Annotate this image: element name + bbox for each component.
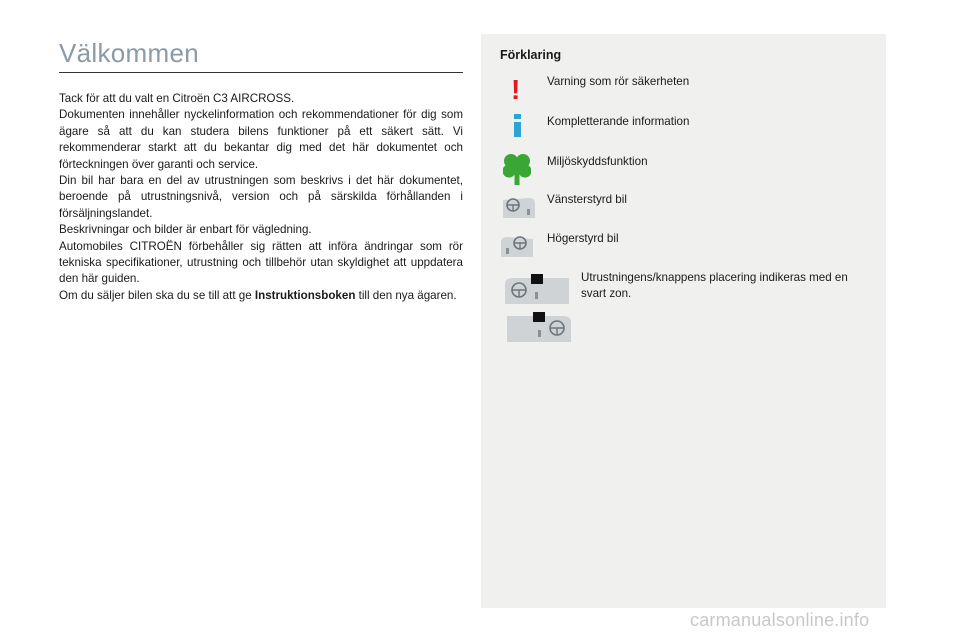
instruction-book-emphasis: Instruktionsboken xyxy=(254,288,356,302)
legend-item-label: Utrustningens/knappens placering indikeras med en svart zon. xyxy=(581,271,848,301)
legend-item-label: Varning som rör säkerheten xyxy=(547,75,690,88)
warning-exclamation-icon: ! xyxy=(511,74,521,105)
left-hand-drive-icon xyxy=(501,194,537,220)
page-title: Välkommen xyxy=(59,38,199,68)
intro-paragraph-6 xyxy=(59,288,463,304)
legend-item-label: Miljöskyddsfunktion xyxy=(547,155,648,168)
legend-item-label: Vänsterstyrd bil xyxy=(547,193,627,206)
intro-paragraph-2: Dokumenten innehåller nyckelinformation och rekommendationer för dig som ägare så att du kan studera bilens funktioner på ett säkert sätt. Vi rekommenderar starkt att du bekantar dig med det här dokumentet och förteckningen över garanti och service. xyxy=(59,108,463,171)
legend-item-right-hand-drive xyxy=(481,231,886,267)
intro-paragraph-1: Tack för att du valt en Citroën C3 AIRCROSS. xyxy=(59,92,295,105)
control-location-right-dashboard-icon xyxy=(503,310,573,344)
intro-paragraph-6-end: till den nya ägaren. xyxy=(355,288,457,302)
info-i-icon xyxy=(512,114,524,138)
legend-panel xyxy=(481,34,886,608)
intro-paragraph-4: Beskrivningar och bilder är enbart för vägledning. xyxy=(59,223,312,237)
legend-item-label: Högerstyrd bil xyxy=(547,232,619,245)
legend-item-label: Kompletterande information xyxy=(547,115,690,128)
right-hand-drive-icon xyxy=(499,233,535,259)
intro-paragraph-3: Din bil har bara en del av utrustningen som beskrivs i det här dokumentet, beroende på utrustningsnivå, version och på särskilda förhållanden i försäljningslandet. xyxy=(59,174,463,220)
intro-paragraph-6-start: Om du säljer bilen ska du se till att ge xyxy=(59,288,255,302)
legend-item-control-location xyxy=(481,270,886,360)
legend-item-left-hand-drive xyxy=(481,192,886,228)
legend-item-info xyxy=(481,114,886,144)
eco-tree-icon xyxy=(503,152,531,186)
control-location-left-dashboard-icon xyxy=(503,272,573,306)
watermark: carmanualsonline.info xyxy=(690,610,870,630)
legend-item-eco xyxy=(481,152,886,192)
legend-item-warning xyxy=(481,74,886,104)
intro-text xyxy=(59,91,463,304)
title-divider xyxy=(59,72,463,73)
legend-title: Förklaring xyxy=(500,48,562,62)
intro-paragraph-5: Automobiles CITROËN förbehåller sig rätten att införa ändringar som rör tekniska specifikationer, utrustning och tillbehör utan skyldighet att uppdatera den här guiden. xyxy=(59,239,463,286)
